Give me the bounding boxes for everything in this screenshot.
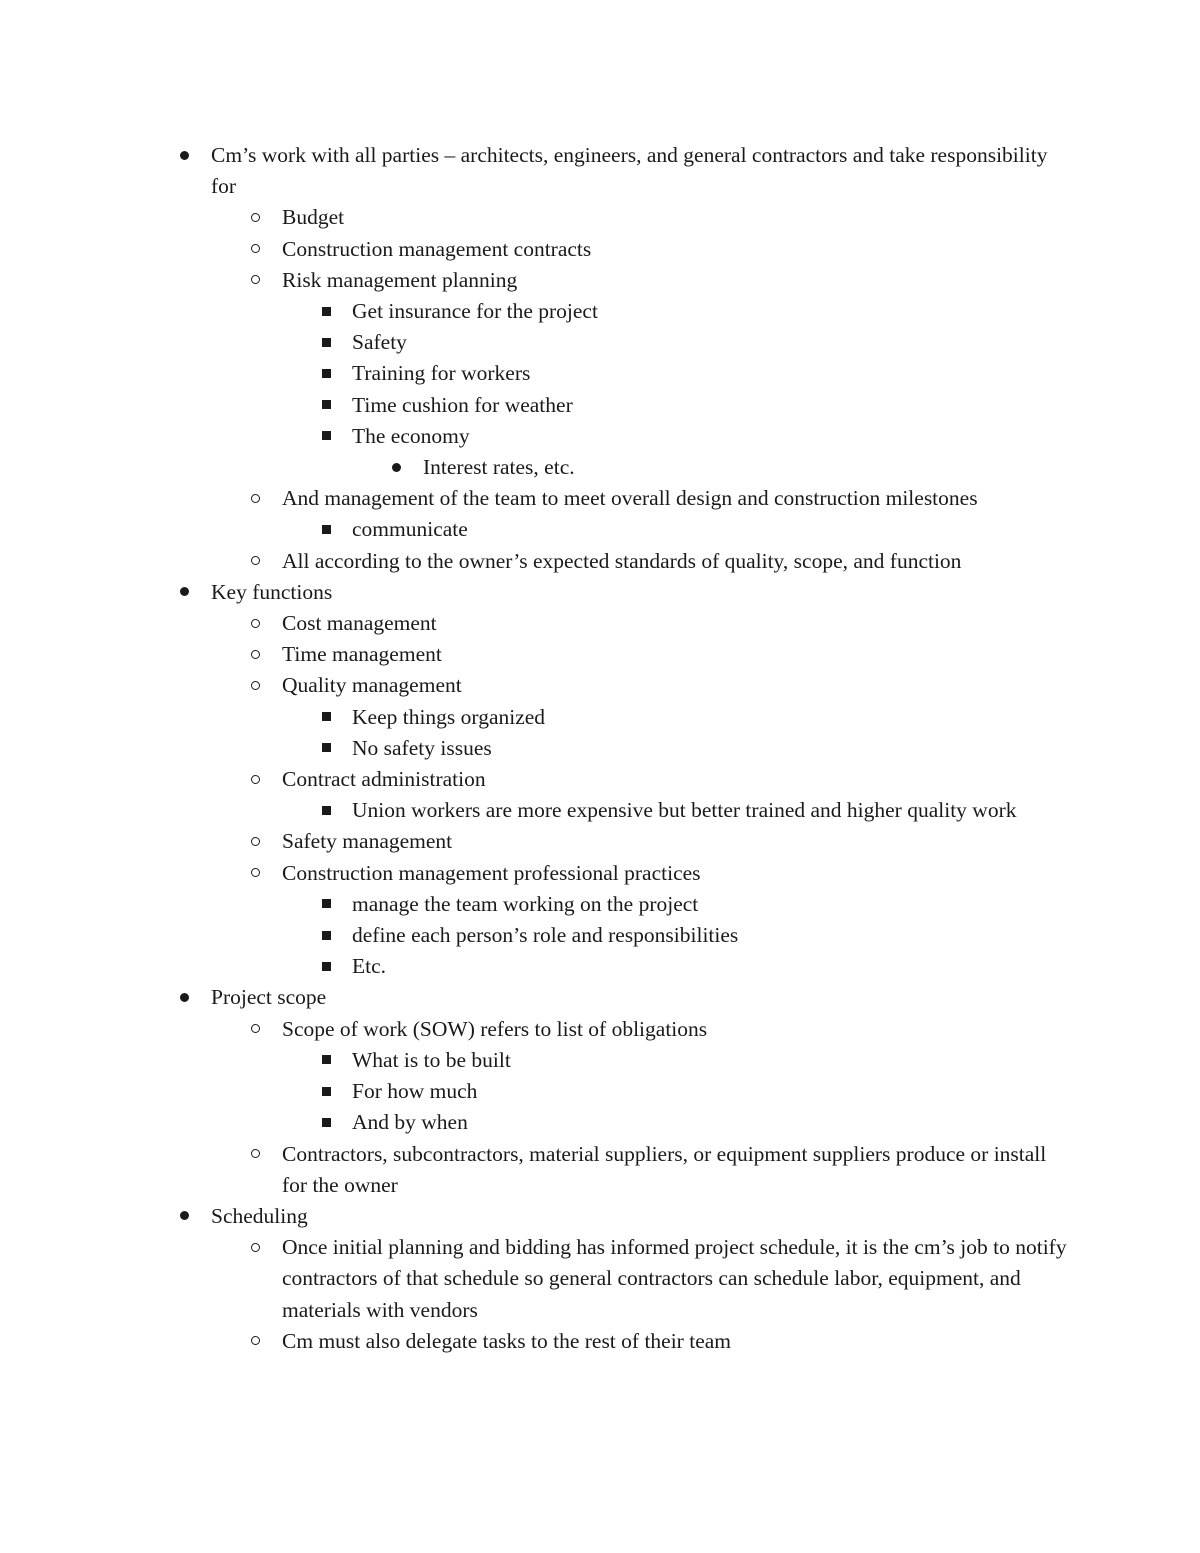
list-item-level-1: [0, 1201, 1200, 1232]
list-item-text: Budget: [282, 205, 345, 230]
list-item-text: Cm’s work with all parties – architects, engineers, and general contractors and take responsibility for: [211, 143, 1048, 199]
square-bullet-icon: [316, 733, 336, 764]
list-item-text: All according to the owner’s expected standards of quality, scope, and function: [282, 548, 962, 573]
list-item-text: And management of the team to meet overall design and construction milestones: [282, 486, 978, 511]
list-item-level-3: [0, 358, 1200, 389]
list-item-text: define each person’s role and responsibilities: [352, 923, 739, 948]
list-item-text: Time management: [282, 642, 442, 667]
list-item-level-3: [0, 733, 1200, 764]
list-item-level-3: [0, 1045, 1200, 1076]
list-item-text: Etc.: [352, 954, 387, 979]
list-item-level-1: [0, 140, 1200, 202]
list-item-text: Scope of work (SOW) refers to list of obligations: [282, 1016, 708, 1041]
list-item-level-4: [0, 452, 1200, 483]
list-item-text: Training for workers: [352, 361, 531, 386]
list-item-text: Keep things organized: [352, 704, 546, 729]
list-item-level-2: [0, 546, 1200, 577]
square-bullet-icon: [316, 1045, 336, 1076]
list-item-text: What is to be built: [352, 1047, 511, 1072]
list-item-level-3: [0, 951, 1200, 982]
list-item-text: Cm must also delegate tasks to the rest of their team: [282, 1328, 732, 1353]
circle-bullet-icon: [245, 546, 265, 577]
square-bullet-icon: [316, 702, 336, 733]
bullet-list: [0, 140, 1200, 1357]
list-item-text: Project scope: [211, 985, 327, 1010]
circle-bullet-icon: [245, 639, 265, 670]
list-item-level-2: [0, 265, 1200, 296]
list-item-text: For how much: [352, 1079, 478, 1104]
list-item-level-2: [0, 639, 1200, 670]
circle-bullet-icon: [245, 1326, 265, 1357]
list-item-level-2: [0, 608, 1200, 639]
circle-bullet-icon: [245, 202, 265, 233]
list-item-text: Safety: [352, 330, 407, 355]
list-item-level-2: [0, 1014, 1200, 1045]
circle-bullet-icon: [245, 764, 265, 795]
list-item-text: The economy: [352, 423, 470, 448]
list-item-text: Time cushion for weather: [352, 392, 573, 417]
list-item-level-2: [0, 234, 1200, 265]
circle-bullet-icon: [245, 670, 265, 701]
square-bullet-icon: [316, 795, 336, 826]
circle-bullet-icon: [245, 826, 265, 857]
disc-bullet-icon: [174, 577, 194, 608]
list-item-level-2: [0, 670, 1200, 701]
square-bullet-icon: [316, 1107, 336, 1138]
circle-bullet-icon: [245, 1014, 265, 1045]
list-item-level-2: [0, 826, 1200, 857]
list-item-text: communicate: [352, 517, 468, 542]
circle-bullet-icon: [245, 234, 265, 265]
list-item-text: manage the team working on the project: [352, 891, 699, 916]
list-item-text: Get insurance for the project: [352, 299, 598, 324]
list-item-level-2: [0, 1139, 1200, 1201]
square-bullet-icon: [316, 920, 336, 951]
list-item-text: Union workers are more expensive but better trained and higher quality work: [352, 798, 1017, 823]
list-item-level-1: [0, 577, 1200, 608]
square-bullet-icon: [316, 358, 336, 389]
square-bullet-icon: [316, 327, 336, 358]
disc-bullet-icon: [174, 1201, 194, 1232]
circle-bullet-icon: [245, 265, 265, 296]
list-item-level-3: [0, 390, 1200, 421]
circle-bullet-icon: [245, 1139, 265, 1170]
square-bullet-icon: [316, 296, 336, 327]
circle-bullet-icon: [245, 608, 265, 639]
square-bullet-icon: [316, 514, 336, 545]
list-item-level-2: [0, 1232, 1200, 1326]
list-item-text: Safety management: [282, 829, 453, 854]
list-item-text: Scheduling: [211, 1203, 308, 1228]
list-item-text: Contract administration: [282, 767, 486, 792]
list-item-level-3: [0, 920, 1200, 951]
circle-bullet-icon: [245, 483, 265, 514]
disc-bullet-icon: [174, 982, 194, 1013]
list-item-level-3: [0, 327, 1200, 358]
circle-bullet-icon: [245, 1232, 265, 1263]
list-item-level-2: [0, 764, 1200, 795]
list-item-level-3: [0, 795, 1200, 826]
circle-bullet-icon: [245, 858, 265, 889]
list-item-level-2: [0, 202, 1200, 233]
list-item-level-3: [0, 702, 1200, 733]
square-bullet-icon: [316, 1076, 336, 1107]
list-item-text: Interest rates, etc.: [423, 455, 575, 480]
list-item-level-2: [0, 858, 1200, 889]
list-item-text: Cost management: [282, 611, 437, 636]
list-item-text: Construction management professional practices: [282, 860, 701, 885]
list-item-text: Risk management planning: [282, 267, 518, 292]
list-item-level-2: [0, 1326, 1200, 1357]
list-item-level-2: [0, 483, 1200, 514]
list-item-text: No safety issues: [352, 735, 492, 760]
list-item-text: Once initial planning and bidding has informed project schedule, it is the cm’s job to notify contractors of that schedule so general contractors can schedule labor, equipment, and materials with vendors: [282, 1235, 1067, 1322]
list-item-level-3: [0, 1076, 1200, 1107]
disc-bullet-icon: [174, 140, 194, 171]
list-item-level-3: [0, 1107, 1200, 1138]
list-item-text: And by when: [352, 1110, 468, 1135]
list-item-level-1: [0, 982, 1200, 1013]
list-item-text: Key functions: [211, 579, 333, 604]
list-item-level-3: [0, 296, 1200, 327]
list-item-text: Construction management contracts: [282, 236, 592, 261]
list-item-level-3: [0, 514, 1200, 545]
square-bullet-icon: [316, 889, 336, 920]
list-item-text: Quality management: [282, 673, 462, 698]
list-item-level-3: [0, 421, 1200, 452]
square-bullet-icon: [316, 951, 336, 982]
square-bullet-icon: [316, 390, 336, 421]
disc-bullet-icon: [386, 452, 406, 483]
list-item-level-3: [0, 889, 1200, 920]
list-item-text: Contractors, subcontractors, material suppliers, or equipment suppliers produce or install for the owner: [282, 1141, 1047, 1197]
square-bullet-icon: [316, 421, 336, 452]
